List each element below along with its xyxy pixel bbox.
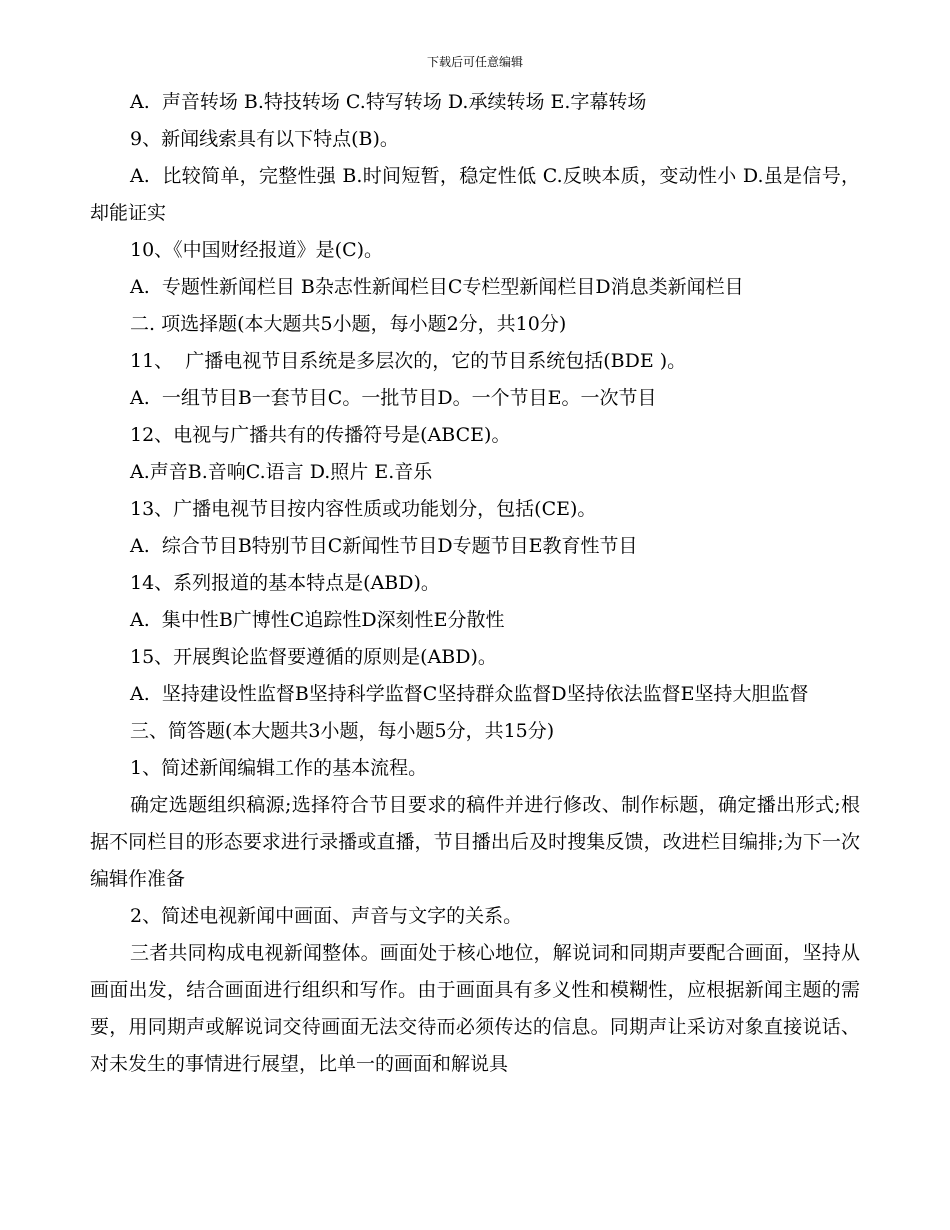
question-11: 11、 广播电视节目系统是多层次的，它的节目系统包括(BDE )。 [130,350,687,372]
short-answer-2-answer: 三者共同构成电视新闻整体。画面处于核心地位，解说词和同期声要配合画面，坚持从画面出发，结合画面进行组织和写作。由于画面具有多义性和模糊性，应根据新闻主题的需要，用同期声或解说词交待画面无法交待而必须传达的信息。同期声让采访对象直接说话、对未发生的事情进行展望，比单一的画面和解说具 [90,942,860,1075]
option-line-q15: A. 坚持建设性监督B坚持科学监督C坚持群众监督D坚持依法监督E坚持大胆监督 [130,683,809,705]
section-heading-short-answer: 三、简答题(本大题共3小题，每小题5分，共15分) [130,720,555,742]
option-line-q13: A. 综合节目B特别节目C新闻性节目D专题节目E教育性节目 [130,535,638,557]
section-heading-multiple-choice: 二. 项选择题(本大题共5小题，每小题2分，共10分) [130,313,567,335]
question-10: 10、《中国财经报道》是(C)。 [130,239,384,261]
short-answer-1-answer: 确定选题组织稿源;选择符合节目要求的稿件并进行修改、制作标题，确定播出形式;根据不同栏目的形态要求进行录播或直播，节目播出后及时搜集反馈，改进栏目编排;为下一次编辑作准备 [90,794,860,890]
question-12: 12、电视与广播共有的传播符号是(ABCE)。 [130,424,511,446]
option-line-q14: A. 集中性B广博性C追踪性D深刻性E分散性 [130,609,505,631]
short-answer-question-1: 1、简述新闻编辑工作的基本流程。 [130,757,428,779]
document-body [90,84,860,1083]
question-15: 15、开展舆论监督要遵循的原则是(ABD)。 [130,646,497,668]
page-header: 下载后可任意编辑 [426,55,523,69]
question-9: 9、新闻线索具有以下特点(B)。 [130,128,399,150]
question-14: 14、系列报道的基本特点是(ABD)。 [130,572,440,594]
option-line-q9: A. 比较简单，完整性强 B.时间短暂，稳定性低 C.反映本质，变动性小 D.虽是信号，却能证实 [90,165,860,224]
option-line-q11: A. 一组节目B一套节目C。一批节目D。一个节目E。一次节目 [130,387,657,409]
option-line-q10: A. 专题性新闻栏目 B杂志性新闻栏目C专栏型新闻栏目D消息类新闻栏目 [130,276,744,298]
question-13: 13、广播电视节目按内容性质或功能划分，包括(CE)。 [130,498,597,520]
option-line-q12: A.声音B.音响C.语言 D.照片 E.音乐 [130,461,433,483]
short-answer-question-2: 2、简述电视新闻中画面、声音与文字的关系。 [130,905,523,927]
option-line-q8: A. 声音转场 B.特技转场 C.特写转场 D.承续转场 E.字幕转场 [130,91,647,113]
